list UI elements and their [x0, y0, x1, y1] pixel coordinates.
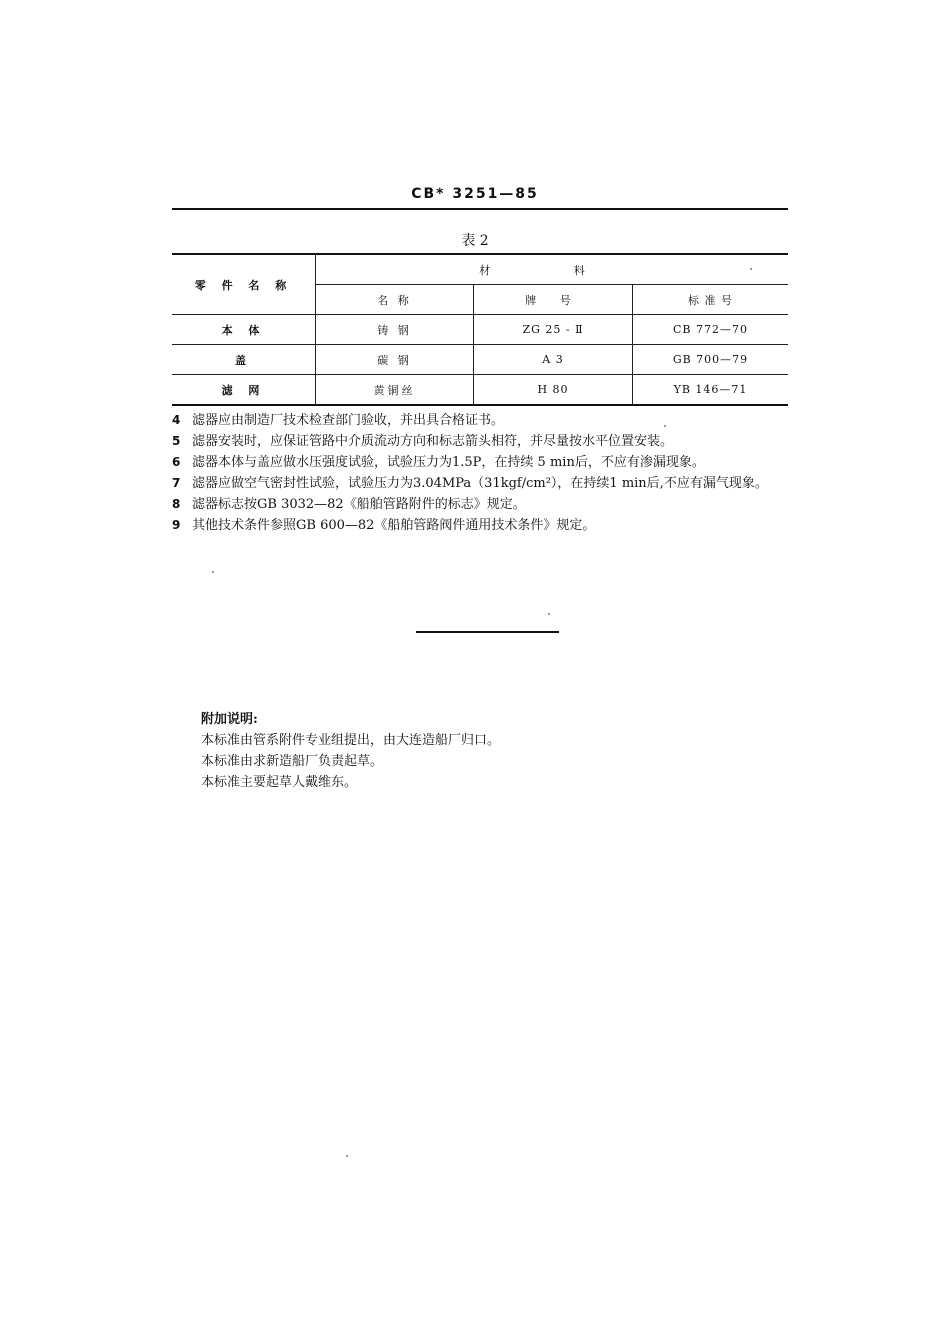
table-header-row: [172, 254, 788, 285]
clause-text: 滤器本体与盖应做水压强度试验，试验压力为1.5P，在持续 5 min后，不应有渗漏现象。: [192, 455, 705, 470]
clause-list: [172, 410, 788, 536]
clause-item: [172, 515, 788, 536]
cell-part: 滤 网: [172, 375, 316, 406]
standard-number: CB* 3251—85: [411, 186, 539, 202]
subheader-grade: [474, 285, 633, 315]
scan-speck: [346, 1155, 348, 1157]
table-row: [172, 375, 788, 406]
cell-name: 黄铜丝: [316, 375, 474, 406]
clause-text: 滤器应由制造厂技术检查部门验收，并出具合格证书。: [192, 413, 505, 428]
clause-number: 4: [172, 413, 181, 427]
clause-item: [172, 494, 788, 515]
cell-grade: H 80: [474, 375, 633, 406]
additional-notes: [201, 709, 761, 793]
cell-standard: CB 772—70: [633, 315, 789, 345]
table-title: 表 2: [461, 233, 489, 249]
header-material-text: 材 料: [479, 263, 625, 277]
clause-number: 9: [172, 518, 181, 532]
table-row: [172, 315, 788, 345]
scan-speck: [664, 425, 666, 427]
notes-line: 本标准由管系附件专业组提出，由大连造船厂归口。: [201, 733, 501, 748]
cell-grade: A 3: [474, 345, 633, 375]
clause-text: 滤器应做空气密封性试验，试验压力为3.04MPa（31kgf/cm²），在持续1 min后,不应有漏气现象。: [192, 476, 768, 491]
subheader-grade-text: 牌 号: [525, 293, 581, 307]
cell-part: 本 体: [172, 315, 316, 345]
notes-line: 本标准由求新造船厂负责起草。: [201, 754, 384, 769]
clause-number: 7: [172, 476, 181, 490]
subheader-standard: 标 准 号: [633, 285, 789, 315]
end-rule: [416, 631, 559, 633]
clause-item: [172, 452, 788, 473]
clause-text: 其他技术条件参照GB 600—82《船舶管路阀件通用技术条件》规定。: [192, 518, 596, 533]
notes-line: 本标准主要起草人戴维东。: [201, 775, 358, 790]
cell-part: 盖: [172, 345, 316, 375]
scan-speck: [212, 571, 214, 573]
header-material: [316, 254, 789, 285]
materials-table: [172, 253, 788, 406]
header-rule: [172, 208, 788, 210]
clause-text: 滤器标志按GB 3032—82《船舶管路附件的标志》规定。: [192, 497, 526, 512]
clause-item: [172, 473, 788, 494]
clause-number: 5: [172, 434, 181, 448]
clause-number: 6: [172, 455, 181, 469]
clause-item: [172, 431, 788, 452]
notes-heading: 附加说明:: [201, 712, 258, 727]
clause-text: 滤器安装时，应保证管路中介质流动方向和标志箭头相符，并尽量按水平位置安装。: [192, 434, 674, 449]
scan-speck: [548, 613, 550, 615]
cell-name: 铸 钢: [316, 315, 474, 345]
cell-name: 碳 钢: [316, 345, 474, 375]
table-row: [172, 345, 788, 375]
cell-standard: YB 146—71: [633, 375, 789, 406]
scan-speck: [750, 268, 752, 270]
cell-standard: GB 700—79: [633, 345, 789, 375]
subheader-name: 名 称: [316, 285, 474, 315]
clause-item: [172, 410, 788, 431]
cell-grade: ZG 25 - Ⅱ: [474, 315, 633, 345]
header-part-name: 零 件 名 称: [172, 254, 316, 315]
clause-number: 8: [172, 497, 181, 511]
